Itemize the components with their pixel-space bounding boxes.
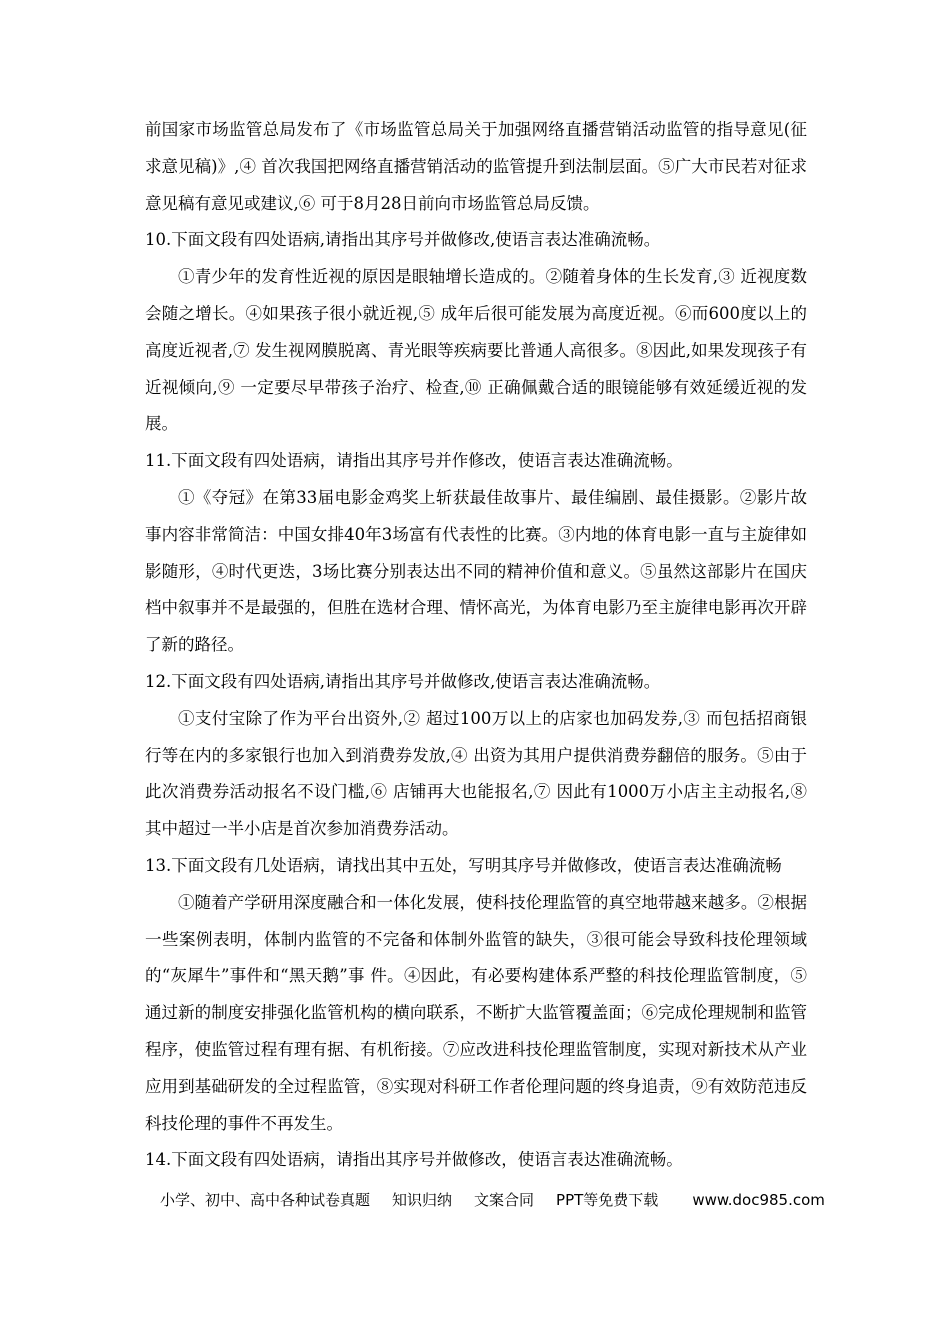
question-13-body: ①随着产学研用深度融合和一体化发展，使科技伦理监管的真空地带越来越多。②根据一些案例表明，体制内监管的不完备和体制外监管的缺失，③很可能会导致科技伦理领域的“灰犀牛”事件和“黑天鹅”事 件。④因此，有必要构建体系严整的科技伦理监管制度，⑤通过新的制度安排强化监管机构的横向联系，不断扩大监管覆盖面；⑥完成伦理规制和监管程序，使监管过程有理有据、有机衔接。⑦应改进科技伦理监管制度，实现对新技术从产业应用到基础研发的全过程监管，⑧实现对科研工作者伦理问题的终身追责，⑨有效防范违反科技伦理的事件不再发生。 [145,892,807,1133]
footer-item: 文案合同 [474,1191,535,1209]
question-11-body: ①《夺冠》在第33届电影金鸡奖上斩获最佳故事片、最佳编剧、最佳摄影。②影片故事内容非常简洁：中国女排40年3场富有代表性的比赛。③内地的体育电影一直与主旋律如影随形，④时代更迭，3场比赛分别表达出不同的精神价值和意义。⑤虽然这部影片在国庆档中叙事并不是最强的，但胜在选材合理、情怀高光，为体育电影乃至主旋律电影再次开辟了新的路径。 [145,487,807,655]
question-14-title: 14.下面文段有四处语病，请指出其序号并做修改，使语言表达准确流畅。 [145,1150,683,1170]
footer-item: 小学、初中、高中各种试卷真题 [160,1191,371,1209]
footer-item: 知识归纳 [392,1191,453,1209]
question-10-body: ①青少年的发育性近视的原因是眼轴增长造成的。②随着身体的生长发育,③ 近视度数会随之增长。④如果孩子很小就近视,⑤ 成年后很可能发展为高度近视。⑥而600度以上的高度近视者,⑦ 发生视网膜脱离、青光眼等疾病要比普通人高很多。⑧因此,如果发现孩子有近视倾向,⑨ 一定要尽早带孩子治疗、检查,⑩ 正确佩戴合适的眼镜能够有效延缓近视的发展。 [145,267,807,434]
footer-site-link[interactable]: www.doc985.com [692,1191,825,1209]
question-10-title: 10.下面文段有四处语病,请指出其序号并做修改,使语言表达准确流畅。 [145,230,661,250]
question-12-title: 12.下面文段有四处语病,请指出其序号并做修改,使语言表达准确流畅。 [145,671,661,691]
paragraph-continued: 前国家市场监管总局发布了《市场监管总局关于加强网络直播营销活动监管的指导意见(征求意见稿)》,④ 首次我国把网络直播营销活动的监管提升到法制层面。⑤广大市民若对征求意见稿有意见或建议,⑥ 可于8月28日前向市场监管总局反馈。 [145,120,807,213]
question-13-title: 13.下面文段有几处语病，请找出其中五处，写明其序号并做修改，使语言表达准确流畅 [145,855,782,875]
footer-item: PPT等免费下载 [556,1191,659,1209]
question-11-title: 11.下面文段有四处语病，请指出其序号并作修改，使语言表达准确流畅。 [145,451,683,471]
page-footer [160,1188,825,1212]
document-body [145,112,807,1179]
question-12-body: ①支付宝除了作为平台出资外,② 超过100万以上的店家也加码发券,③ 而包括招商银行等在内的多家银行也加入到消费券发放,④ 出资为其用户提供消费券翻倍的服务。⑤由于此次消费券活动报名不设门槛,⑥ 店铺再大也能报名,⑦ 因此有1000万小店主主动报名,⑧ 其中超过一半小店是首次参加消费券活动。 [145,708,807,839]
